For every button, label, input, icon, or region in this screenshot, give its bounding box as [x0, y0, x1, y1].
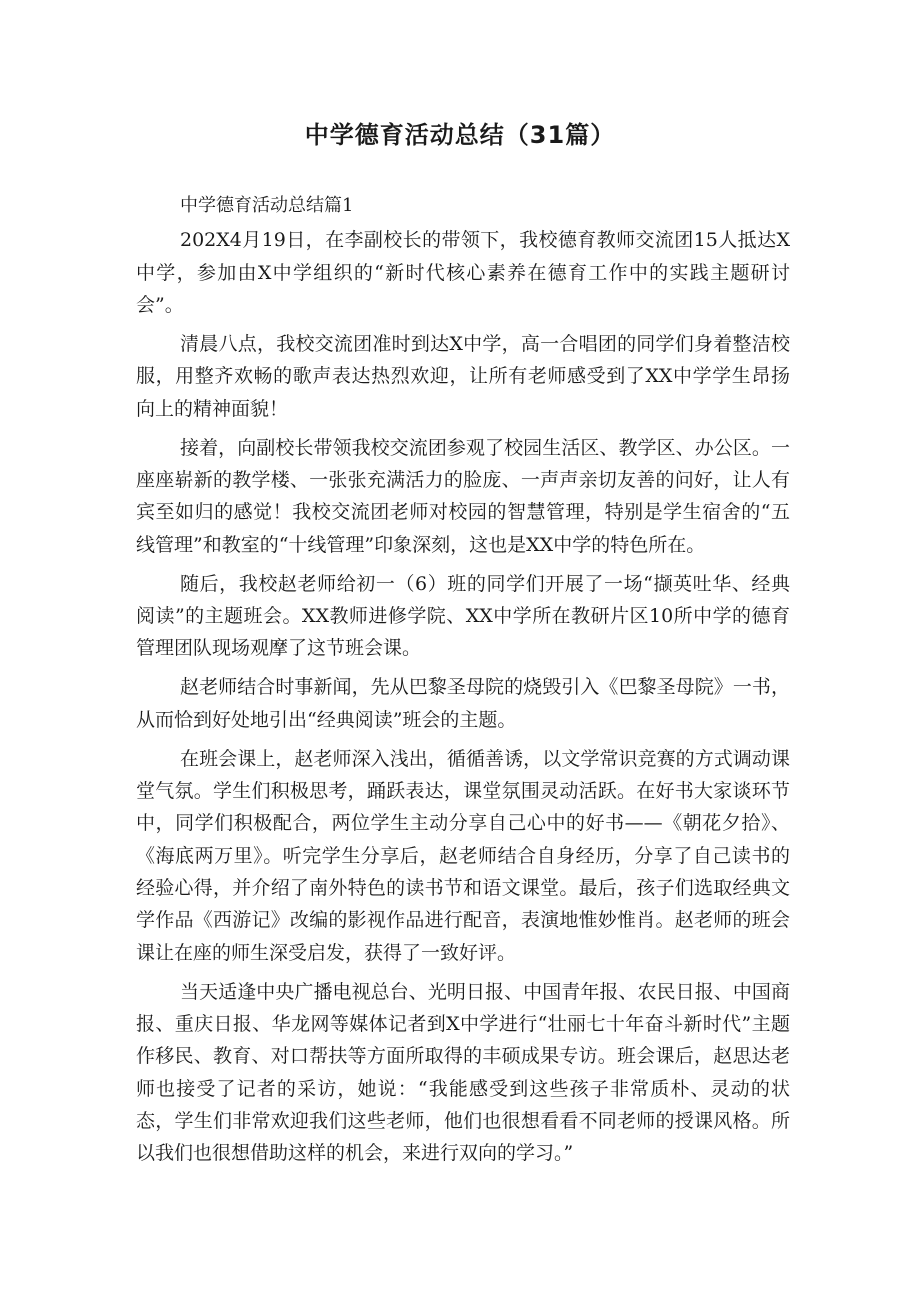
- document-body: [136, 190, 790, 1176]
- paragraph-4: 随后，我校赵老师给初一（6）班的同学们开展了一场“撷英吐华、经典阅读”的主题班会。XX教师进修学院、XX中学所在教研片区10所中学的德育管理团队现场观摩了这节班会课。: [136, 572, 790, 660]
- paragraph-3: 接着，向副校长带领我校交流团参观了校园生活区、教学区、办公区。一座座崭新的教学楼、一张张充满活力的脸庞、一声声亲切友善的问好，让人有宾至如归的感觉！我校交流团老师对校园的智慧管理，特别是学生宿舍的“五线管理”和教室的“十线管理”印象深刻，这也是XX中学的特色所在。: [136, 436, 790, 556]
- paragraph-6: 在班会课上，赵老师深入浅出，循循善诱，以文学常识竞赛的方式调动课堂气氛。学生们积极思考，踊跃表达，课堂氛围灵动活跃。在好书大家谈环节中，同学们积极配合，两位学生主动分享自己心中的好书——《朝花夕拾》、《海底两万里》。听完学生分享后，赵老师结合自身经历，分享了自己读书的经验心得，并介绍了南外特色的读书节和语文课堂。最后，孩子们选取经典文学作品《西游记》改编的影视作品进行配音，表演地惟妙惟肖。赵老师的班会课让在座的师生深受启发，获得了一致好评。: [136, 747, 790, 964]
- paragraph-1: 202X4月19日，在李副校长的带领下，我校德育教师交流团15人抵达X中学，参加由X中学组织的“新时代核心素养在德育工作中的实践主题研讨会”。: [136, 229, 790, 316]
- paragraph-2: 清晨八点，我校交流团准时到达X中学，高一合唱团的同学们身着整洁校服，用整齐欢畅的歌声表达热烈欢迎，让所有老师感受到了XX中学学生昂扬向上的精神面貌！: [136, 332, 790, 420]
- document-title: 中学德育活动总结（31篇）: [304, 121, 616, 149]
- paragraph-7: 当天适逢中央广播电视总台、光明日报、中国青年报、农民日报、中国商报、重庆日报、华龙网等媒体记者到X中学进行“壮丽七十年奋斗新时代”主题作移民、教育、对口帮扶等方面所取得的丰硕成果专访。班会课后，赵思达老师也接受了记者的采访，她说：“我能感受到这些孩子非常质朴、灵动的状态，学生们非常欢迎我们这些老师，他们也很想看看不同老师的授课风格。所以我们也很想借助这样的机会，来进行双向的学习。”: [136, 980, 790, 1165]
- paragraph-5: 赵老师结合时事新闻，先从巴黎圣母院的烧毁引入《巴黎圣母院》一书，从而恰到好处地引出“经典阅读”班会的主题。: [136, 676, 790, 731]
- section-heading: 中学德育活动总结篇1: [180, 195, 354, 216]
